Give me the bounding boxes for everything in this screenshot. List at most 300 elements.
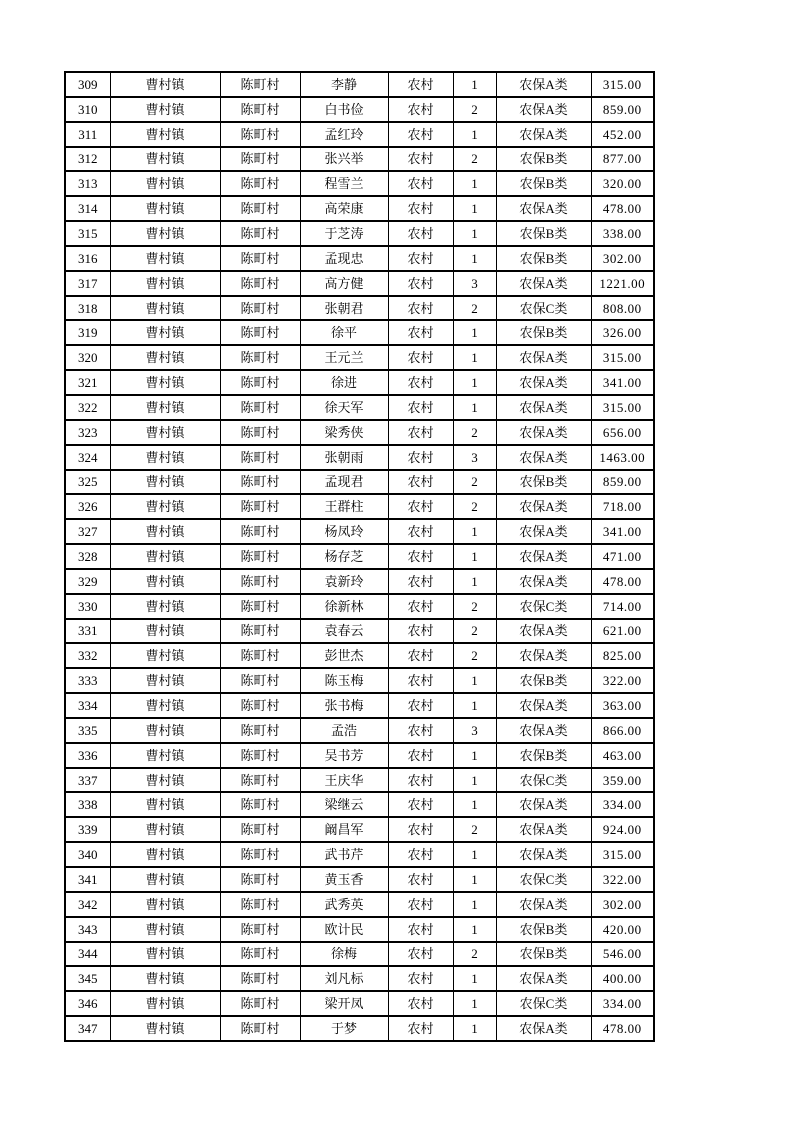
cell-name: 孟红玲 <box>300 122 388 147</box>
cell-amount: 315.00 <box>591 345 654 370</box>
cell-village: 陈町村 <box>220 296 300 321</box>
cell-amount: 718.00 <box>591 494 654 519</box>
cell-person-count: 2 <box>453 643 496 668</box>
cell-household-type: 农村 <box>388 693 453 718</box>
cell-village: 陈町村 <box>220 892 300 917</box>
cell-amount: 302.00 <box>591 246 654 271</box>
table-row <box>65 196 654 221</box>
cell-person-count: 1 <box>453 693 496 718</box>
cell-household-type: 农村 <box>388 494 453 519</box>
cell-insurance-category: 农保A类 <box>496 72 591 97</box>
cell-village: 陈町村 <box>220 842 300 867</box>
cell-name: 梁继云 <box>300 792 388 817</box>
cell-household-type: 农村 <box>388 196 453 221</box>
cell-serial-number: 339 <box>65 817 110 842</box>
cell-town: 曹村镇 <box>110 942 220 967</box>
cell-serial-number: 322 <box>65 395 110 420</box>
cell-insurance-category: 农保C类 <box>496 991 591 1016</box>
cell-town: 曹村镇 <box>110 693 220 718</box>
cell-person-count: 1 <box>453 892 496 917</box>
cell-town: 曹村镇 <box>110 842 220 867</box>
cell-household-type: 农村 <box>388 1016 453 1041</box>
cell-serial-number: 343 <box>65 917 110 942</box>
cell-town: 曹村镇 <box>110 370 220 395</box>
cell-village: 陈町村 <box>220 966 300 991</box>
cell-insurance-category: 农保A类 <box>496 519 591 544</box>
cell-insurance-category: 农保A类 <box>496 643 591 668</box>
cell-amount: 877.00 <box>591 147 654 172</box>
cell-name: 张朝君 <box>300 296 388 321</box>
cell-household-type: 农村 <box>388 718 453 743</box>
cell-amount: 714.00 <box>591 594 654 619</box>
cell-insurance-category: 农保B类 <box>496 221 591 246</box>
cell-person-count: 1 <box>453 768 496 793</box>
cell-person-count: 2 <box>453 817 496 842</box>
cell-amount: 859.00 <box>591 97 654 122</box>
cell-amount: 825.00 <box>591 643 654 668</box>
table-row <box>65 1016 654 1041</box>
cell-name: 徐进 <box>300 370 388 395</box>
cell-insurance-category: 农保A类 <box>496 817 591 842</box>
cell-serial-number: 313 <box>65 171 110 196</box>
cell-name: 王元兰 <box>300 345 388 370</box>
cell-insurance-category: 农保A类 <box>496 966 591 991</box>
cell-amount: 463.00 <box>591 743 654 768</box>
cell-serial-number: 344 <box>65 942 110 967</box>
cell-insurance-category: 农保B类 <box>496 942 591 967</box>
cell-name: 陈玉梅 <box>300 668 388 693</box>
cell-name: 阚昌军 <box>300 817 388 842</box>
cell-amount: 478.00 <box>591 196 654 221</box>
cell-name: 彭世杰 <box>300 643 388 668</box>
cell-person-count: 1 <box>453 221 496 246</box>
table-row <box>65 867 654 892</box>
cell-town: 曹村镇 <box>110 817 220 842</box>
cell-amount: 859.00 <box>591 470 654 495</box>
table-row <box>65 569 654 594</box>
cell-town: 曹村镇 <box>110 445 220 470</box>
cell-insurance-category: 农保B类 <box>496 147 591 172</box>
cell-village: 陈町村 <box>220 122 300 147</box>
cell-household-type: 农村 <box>388 743 453 768</box>
cell-insurance-category: 农保A类 <box>496 395 591 420</box>
cell-village: 陈町村 <box>220 519 300 544</box>
cell-serial-number: 341 <box>65 867 110 892</box>
cell-name: 吴书芳 <box>300 743 388 768</box>
cell-serial-number: 346 <box>65 991 110 1016</box>
cell-household-type: 农村 <box>388 395 453 420</box>
cell-household-type: 农村 <box>388 147 453 172</box>
cell-town: 曹村镇 <box>110 171 220 196</box>
table-row <box>65 171 654 196</box>
cell-household-type: 农村 <box>388 221 453 246</box>
cell-household-type: 农村 <box>388 370 453 395</box>
cell-village: 陈町村 <box>220 196 300 221</box>
table-row <box>65 743 654 768</box>
cell-person-count: 1 <box>453 72 496 97</box>
cell-household-type: 农村 <box>388 619 453 644</box>
cell-amount: 478.00 <box>591 569 654 594</box>
cell-insurance-category: 农保A类 <box>496 122 591 147</box>
table-row <box>65 842 654 867</box>
cell-town: 曹村镇 <box>110 147 220 172</box>
cell-serial-number: 340 <box>65 842 110 867</box>
cell-serial-number: 312 <box>65 147 110 172</box>
cell-amount: 363.00 <box>591 693 654 718</box>
cell-serial-number: 326 <box>65 494 110 519</box>
cell-town: 曹村镇 <box>110 519 220 544</box>
cell-household-type: 农村 <box>388 171 453 196</box>
cell-amount: 420.00 <box>591 917 654 942</box>
cell-amount: 866.00 <box>591 718 654 743</box>
cell-insurance-category: 农保A类 <box>496 892 591 917</box>
cell-name: 王庆华 <box>300 768 388 793</box>
cell-household-type: 农村 <box>388 246 453 271</box>
cell-serial-number: 324 <box>65 445 110 470</box>
cell-village: 陈町村 <box>220 97 300 122</box>
cell-village: 陈町村 <box>220 544 300 569</box>
cell-village: 陈町村 <box>220 668 300 693</box>
table-row <box>65 345 654 370</box>
cell-village: 陈町村 <box>220 271 300 296</box>
cell-insurance-category: 农保A类 <box>496 370 591 395</box>
cell-village: 陈町村 <box>220 942 300 967</box>
cell-amount: 322.00 <box>591 867 654 892</box>
cell-insurance-category: 农保A类 <box>496 445 591 470</box>
cell-person-count: 1 <box>453 991 496 1016</box>
cell-name: 李静 <box>300 72 388 97</box>
cell-village: 陈町村 <box>220 817 300 842</box>
cell-village: 陈町村 <box>220 792 300 817</box>
cell-serial-number: 311 <box>65 122 110 147</box>
cell-insurance-category: 农保A类 <box>496 271 591 296</box>
cell-household-type: 农村 <box>388 122 453 147</box>
table-row <box>65 97 654 122</box>
cell-name: 孟浩 <box>300 718 388 743</box>
cell-village: 陈町村 <box>220 569 300 594</box>
cell-town: 曹村镇 <box>110 917 220 942</box>
table-row <box>65 768 654 793</box>
cell-insurance-category: 农保A类 <box>496 494 591 519</box>
cell-name: 程雪兰 <box>300 171 388 196</box>
cell-insurance-category: 农保B类 <box>496 246 591 271</box>
cell-household-type: 农村 <box>388 643 453 668</box>
cell-insurance-category: 农保A类 <box>496 569 591 594</box>
cell-serial-number: 323 <box>65 420 110 445</box>
cell-household-type: 农村 <box>388 271 453 296</box>
cell-insurance-category: 农保A类 <box>496 842 591 867</box>
cell-name: 徐新林 <box>300 594 388 619</box>
cell-amount: 315.00 <box>591 842 654 867</box>
cell-person-count: 2 <box>453 420 496 445</box>
cell-amount: 341.00 <box>591 370 654 395</box>
cell-person-count: 2 <box>453 97 496 122</box>
cell-serial-number: 347 <box>65 1016 110 1041</box>
cell-household-type: 农村 <box>388 97 453 122</box>
cell-household-type: 农村 <box>388 966 453 991</box>
cell-village: 陈町村 <box>220 594 300 619</box>
cell-person-count: 3 <box>453 445 496 470</box>
cell-serial-number: 331 <box>65 619 110 644</box>
cell-name: 孟现君 <box>300 470 388 495</box>
cell-village: 陈町村 <box>220 147 300 172</box>
table-row <box>65 470 654 495</box>
cell-insurance-category: 农保B类 <box>496 171 591 196</box>
cell-person-count: 1 <box>453 569 496 594</box>
cell-serial-number: 318 <box>65 296 110 321</box>
cell-village: 陈町村 <box>220 1016 300 1041</box>
cell-name: 袁春云 <box>300 619 388 644</box>
cell-amount: 471.00 <box>591 544 654 569</box>
cell-insurance-category: 农保B类 <box>496 743 591 768</box>
cell-person-count: 1 <box>453 171 496 196</box>
cell-village: 陈町村 <box>220 718 300 743</box>
cell-household-type: 农村 <box>388 544 453 569</box>
cell-insurance-category: 农保B类 <box>496 320 591 345</box>
cell-household-type: 农村 <box>388 892 453 917</box>
table-row <box>65 917 654 942</box>
cell-town: 曹村镇 <box>110 792 220 817</box>
cell-amount: 338.00 <box>591 221 654 246</box>
cell-name: 张朝雨 <box>300 445 388 470</box>
cell-town: 曹村镇 <box>110 420 220 445</box>
cell-household-type: 农村 <box>388 817 453 842</box>
cell-serial-number: 332 <box>65 643 110 668</box>
cell-name: 梁秀侠 <box>300 420 388 445</box>
cell-person-count: 1 <box>453 395 496 420</box>
table-row <box>65 320 654 345</box>
cell-serial-number: 325 <box>65 470 110 495</box>
cell-amount: 452.00 <box>591 122 654 147</box>
cell-village: 陈町村 <box>220 494 300 519</box>
table-row <box>65 966 654 991</box>
cell-name: 杨存芝 <box>300 544 388 569</box>
cell-serial-number: 328 <box>65 544 110 569</box>
cell-name: 黄玉香 <box>300 867 388 892</box>
cell-village: 陈町村 <box>220 221 300 246</box>
cell-household-type: 农村 <box>388 519 453 544</box>
table-row <box>65 271 654 296</box>
cell-person-count: 2 <box>453 296 496 321</box>
table-row <box>65 445 654 470</box>
cell-insurance-category: 农保A类 <box>496 97 591 122</box>
cell-person-count: 1 <box>453 867 496 892</box>
cell-name: 于芝涛 <box>300 221 388 246</box>
cell-serial-number: 338 <box>65 792 110 817</box>
cell-town: 曹村镇 <box>110 196 220 221</box>
cell-serial-number: 315 <box>65 221 110 246</box>
cell-person-count: 1 <box>453 544 496 569</box>
cell-serial-number: 310 <box>65 97 110 122</box>
cell-person-count: 1 <box>453 842 496 867</box>
cell-amount: 320.00 <box>591 171 654 196</box>
cell-serial-number: 329 <box>65 569 110 594</box>
cell-town: 曹村镇 <box>110 345 220 370</box>
cell-household-type: 农村 <box>388 991 453 1016</box>
cell-person-count: 1 <box>453 668 496 693</box>
table-row <box>65 494 654 519</box>
cell-person-count: 3 <box>453 271 496 296</box>
cell-amount: 302.00 <box>591 892 654 917</box>
cell-insurance-category: 农保A类 <box>496 1016 591 1041</box>
cell-household-type: 农村 <box>388 320 453 345</box>
cell-person-count: 1 <box>453 519 496 544</box>
table-row <box>65 122 654 147</box>
cell-person-count: 3 <box>453 718 496 743</box>
cell-town: 曹村镇 <box>110 619 220 644</box>
cell-person-count: 2 <box>453 619 496 644</box>
cell-serial-number: 345 <box>65 966 110 991</box>
cell-insurance-category: 农保A类 <box>496 420 591 445</box>
cell-village: 陈町村 <box>220 693 300 718</box>
cell-village: 陈町村 <box>220 370 300 395</box>
cell-village: 陈町村 <box>220 345 300 370</box>
table-row <box>65 693 654 718</box>
table-row <box>65 519 654 544</box>
cell-village: 陈町村 <box>220 917 300 942</box>
table-row <box>65 892 654 917</box>
cell-name: 王群柱 <box>300 494 388 519</box>
cell-town: 曹村镇 <box>110 991 220 1016</box>
cell-serial-number: 317 <box>65 271 110 296</box>
cell-person-count: 1 <box>453 246 496 271</box>
cell-name: 刘凡标 <box>300 966 388 991</box>
cell-village: 陈町村 <box>220 395 300 420</box>
cell-amount: 315.00 <box>591 72 654 97</box>
cell-amount: 656.00 <box>591 420 654 445</box>
cell-village: 陈町村 <box>220 420 300 445</box>
cell-name: 白书俭 <box>300 97 388 122</box>
cell-household-type: 农村 <box>388 917 453 942</box>
cell-household-type: 农村 <box>388 842 453 867</box>
cell-village: 陈町村 <box>220 991 300 1016</box>
cell-name: 张兴举 <box>300 147 388 172</box>
table-row <box>65 72 654 97</box>
cell-insurance-category: 农保A类 <box>496 693 591 718</box>
cell-village: 陈町村 <box>220 246 300 271</box>
cell-town: 曹村镇 <box>110 395 220 420</box>
cell-household-type: 农村 <box>388 594 453 619</box>
cell-person-count: 1 <box>453 743 496 768</box>
cell-household-type: 农村 <box>388 942 453 967</box>
cell-insurance-category: 农保C类 <box>496 768 591 793</box>
cell-town: 曹村镇 <box>110 296 220 321</box>
cell-town: 曹村镇 <box>110 544 220 569</box>
cell-town: 曹村镇 <box>110 72 220 97</box>
cell-insurance-category: 农保A类 <box>496 196 591 221</box>
cell-household-type: 农村 <box>388 345 453 370</box>
cell-serial-number: 333 <box>65 668 110 693</box>
cell-town: 曹村镇 <box>110 668 220 693</box>
cell-town: 曹村镇 <box>110 768 220 793</box>
table-row <box>65 817 654 842</box>
cell-town: 曹村镇 <box>110 221 220 246</box>
cell-serial-number: 337 <box>65 768 110 793</box>
table-row <box>65 643 654 668</box>
cell-person-count: 1 <box>453 196 496 221</box>
table-row <box>65 221 654 246</box>
cell-serial-number: 342 <box>65 892 110 917</box>
cell-amount: 478.00 <box>591 1016 654 1041</box>
cell-amount: 334.00 <box>591 991 654 1016</box>
cell-household-type: 农村 <box>388 768 453 793</box>
cell-village: 陈町村 <box>220 867 300 892</box>
cell-village: 陈町村 <box>220 72 300 97</box>
cell-person-count: 1 <box>453 122 496 147</box>
cell-amount: 322.00 <box>591 668 654 693</box>
table-row <box>65 246 654 271</box>
table-row <box>65 792 654 817</box>
cell-household-type: 农村 <box>388 569 453 594</box>
cell-name: 张书梅 <box>300 693 388 718</box>
cell-town: 曹村镇 <box>110 892 220 917</box>
cell-insurance-category: 农保B类 <box>496 917 591 942</box>
table-row <box>65 395 654 420</box>
cell-household-type: 农村 <box>388 470 453 495</box>
cell-insurance-category: 农保C类 <box>496 594 591 619</box>
cell-serial-number: 336 <box>65 743 110 768</box>
cell-amount: 326.00 <box>591 320 654 345</box>
cell-person-count: 2 <box>453 470 496 495</box>
cell-serial-number: 321 <box>65 370 110 395</box>
cell-person-count: 1 <box>453 917 496 942</box>
cell-town: 曹村镇 <box>110 246 220 271</box>
table-row <box>65 594 654 619</box>
cell-town: 曹村镇 <box>110 271 220 296</box>
cell-town: 曹村镇 <box>110 966 220 991</box>
cell-town: 曹村镇 <box>110 643 220 668</box>
cell-name: 梁开凤 <box>300 991 388 1016</box>
cell-household-type: 农村 <box>388 668 453 693</box>
cell-town: 曹村镇 <box>110 122 220 147</box>
cell-household-type: 农村 <box>388 296 453 321</box>
cell-name: 袁新玲 <box>300 569 388 594</box>
cell-person-count: 1 <box>453 345 496 370</box>
cell-village: 陈町村 <box>220 445 300 470</box>
cell-name: 于梦 <box>300 1016 388 1041</box>
benefit-table <box>64 71 655 1042</box>
cell-town: 曹村镇 <box>110 1016 220 1041</box>
cell-name: 武秀英 <box>300 892 388 917</box>
cell-village: 陈町村 <box>220 743 300 768</box>
cell-person-count: 1 <box>453 792 496 817</box>
cell-name: 杨凤玲 <box>300 519 388 544</box>
cell-amount: 334.00 <box>591 792 654 817</box>
cell-town: 曹村镇 <box>110 494 220 519</box>
cell-person-count: 2 <box>453 942 496 967</box>
cell-name: 高荣康 <box>300 196 388 221</box>
cell-amount: 359.00 <box>591 768 654 793</box>
cell-village: 陈町村 <box>220 619 300 644</box>
cell-person-count: 1 <box>453 370 496 395</box>
cell-town: 曹村镇 <box>110 569 220 594</box>
cell-insurance-category: 农保A类 <box>496 345 591 370</box>
cell-serial-number: 327 <box>65 519 110 544</box>
table-row <box>65 942 654 967</box>
cell-serial-number: 316 <box>65 246 110 271</box>
cell-insurance-category: 农保A类 <box>496 619 591 644</box>
cell-person-count: 2 <box>453 147 496 172</box>
cell-amount: 1221.00 <box>591 271 654 296</box>
cell-village: 陈町村 <box>220 768 300 793</box>
cell-amount: 546.00 <box>591 942 654 967</box>
cell-insurance-category: 农保A类 <box>496 718 591 743</box>
cell-serial-number: 309 <box>65 72 110 97</box>
cell-serial-number: 335 <box>65 718 110 743</box>
cell-household-type: 农村 <box>388 792 453 817</box>
cell-amount: 400.00 <box>591 966 654 991</box>
cell-amount: 924.00 <box>591 817 654 842</box>
